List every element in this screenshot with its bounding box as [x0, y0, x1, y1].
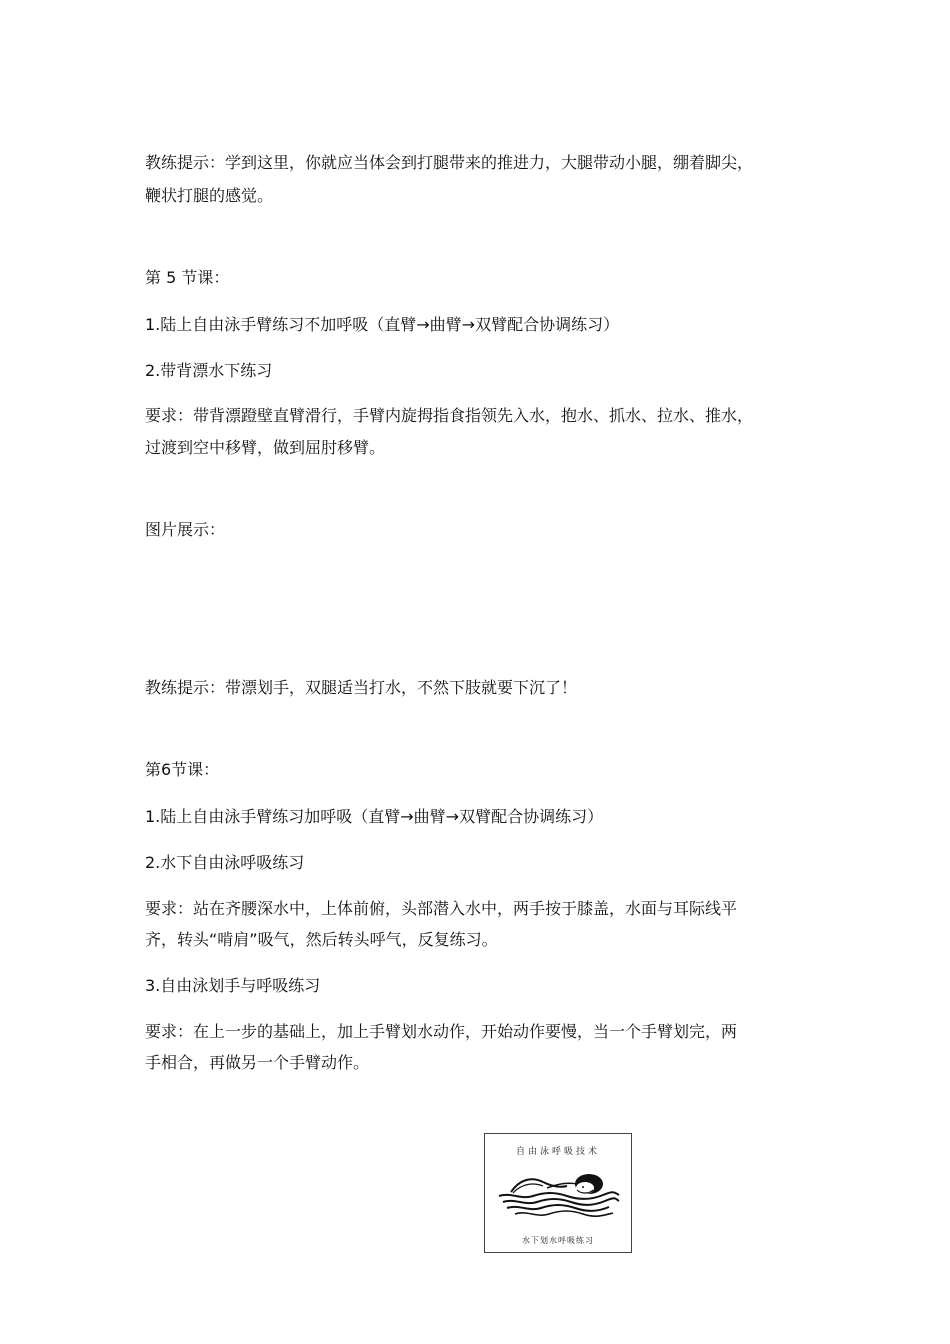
- swimmer-breathing-illustration-icon: [497, 1162, 621, 1224]
- breathing-technique-figure: [484, 1133, 632, 1253]
- lesson-5-item-1: 1.陆上自由泳手臂练习不加呼吸（直臂→曲臂→双臂配合协调练习）: [145, 315, 620, 334]
- lesson-5-requirement-line-2: 过渡到空中移臂，做到屈肘移臂。: [145, 438, 386, 457]
- lesson-5-requirement-line-1: 要求：带背漂蹬壁直臂滑行，手臂内旋拇指食指领先入水，抱水、抓水、拉水、推水，: [145, 406, 754, 425]
- lesson-5-heading: 第 5 节课：: [145, 268, 230, 287]
- coach-tip-2: 教练提示：带漂划手，双腿适当打水，不然下肢就要下沉了！: [145, 678, 578, 697]
- lesson-6-item-2: 2.水下自由泳呼吸练习: [145, 853, 305, 872]
- lesson-6-requirement-2-line-1: 要求：在上一步的基础上，加上手臂划水动作，开始动作要慢，当一个手臂划完，两: [145, 1022, 738, 1041]
- lesson-6-requirement-1-line-2: 齐，转头“啃肩”吸气，然后转头呼气，反复练习。: [145, 930, 498, 949]
- coach-tip-1-line-1: 教练提示：学到这里，你就应当体会到打腿带来的推进力，大腿带动小腿，绷着脚尖，: [145, 153, 754, 172]
- image-showcase-label: 图片展示：: [145, 520, 226, 539]
- lesson-6-item-3: 3.自由泳划手与呼吸练习: [145, 976, 321, 995]
- lesson-6-heading: 第6节课：: [145, 760, 220, 779]
- figure-caption: 水下划水呼吸练习: [522, 1236, 594, 1245]
- lesson-6-item-1: 1.陆上自由泳手臂练习加呼吸（直臂→曲臂→双臂配合协调练习）: [145, 807, 604, 826]
- lesson-5-item-2: 2.带背漂水下练习: [145, 361, 273, 380]
- coach-tip-1-line-2: 鞭状打腿的感觉。: [145, 186, 274, 205]
- figure-title: 自由泳呼吸技术: [515, 1147, 600, 1157]
- lesson-6-requirement-2-line-2: 手相合，再做另一个手臂动作。: [145, 1053, 370, 1072]
- lesson-6-requirement-1-line-1: 要求：站在齐腰深水中，上体前俯，头部潜入水中，两手按于膝盖，水面与耳际线平: [145, 899, 738, 918]
